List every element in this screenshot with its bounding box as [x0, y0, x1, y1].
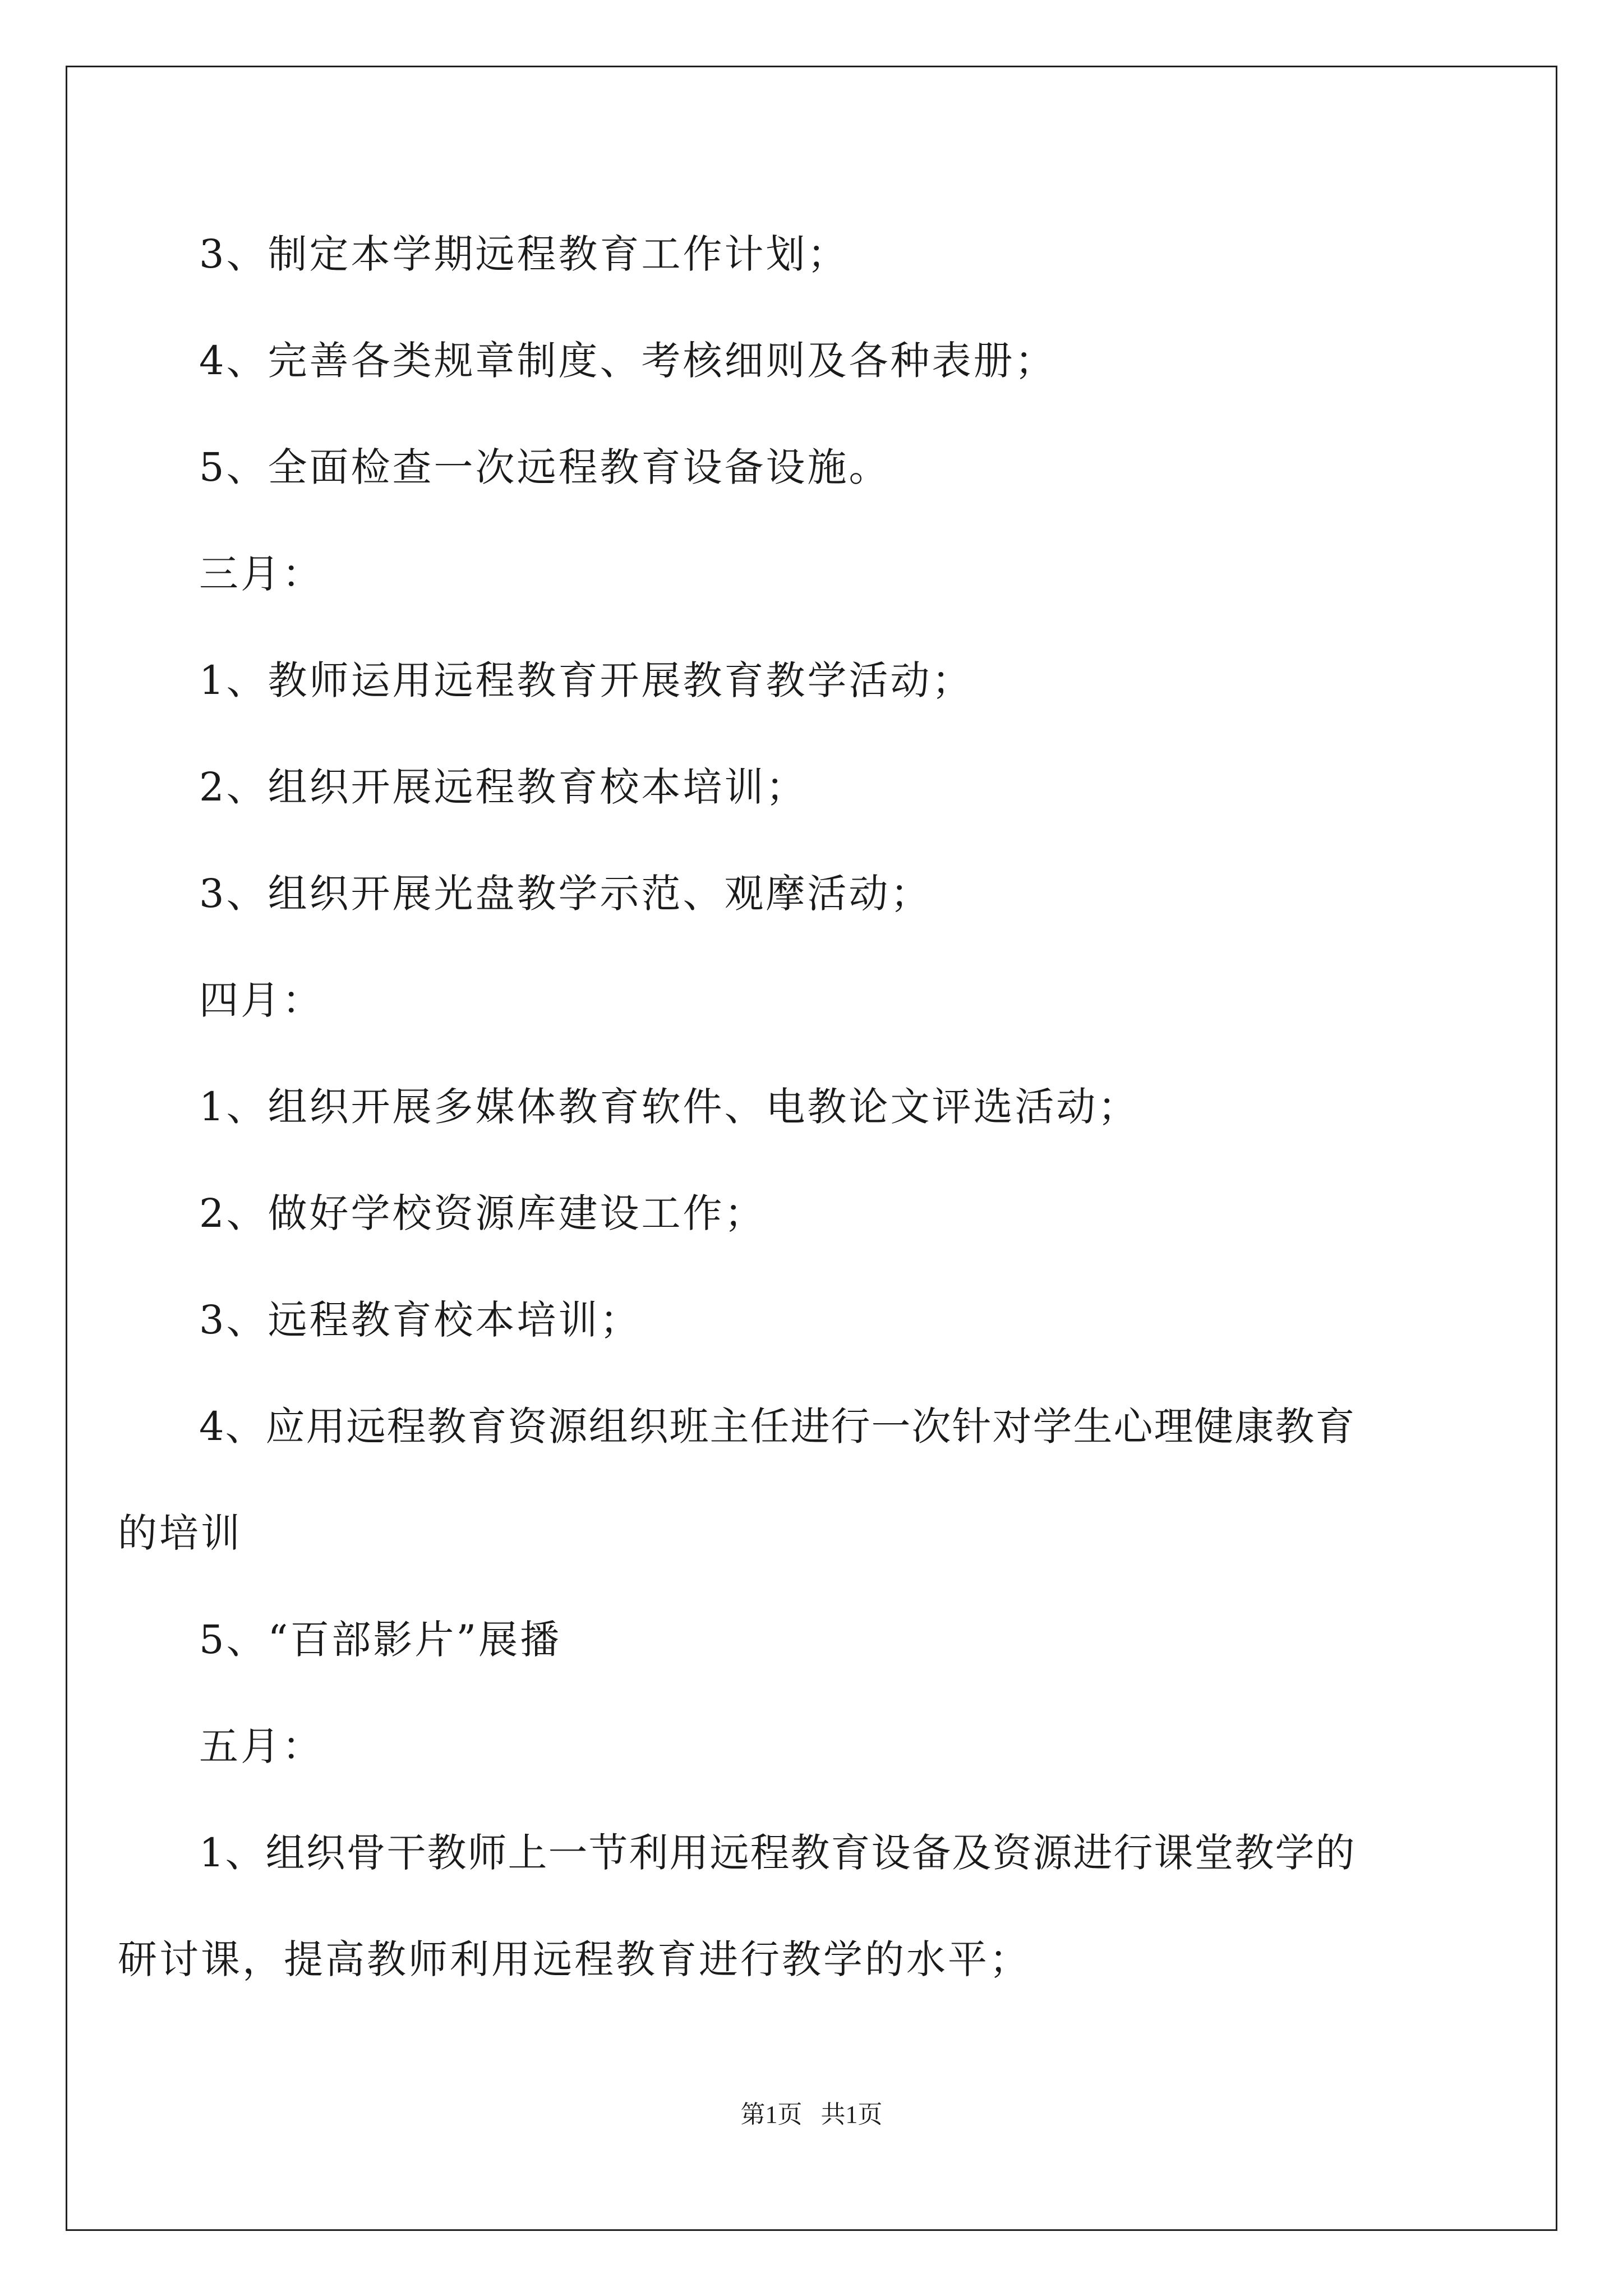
- paragraph-line: 3、组织开展光盘教学示范、观摩活动；: [199, 871, 932, 917]
- paragraph-line: 4、应用远程教育资源组织班主任进行一次针对学生心理健康教育: [199, 1404, 1356, 1450]
- paragraph-line-continuation: 的培训: [118, 1510, 242, 1556]
- paragraph-line: 3、制定本学期远程教育工作计划；: [199, 231, 849, 277]
- paragraph-line: 2、做好学校资源库建设工作；: [199, 1190, 766, 1236]
- page-border: [66, 66, 1557, 2231]
- section-heading-april: 四月：: [199, 977, 324, 1023]
- paragraph-line: 1、组织开展多媒体教育软件、电教论文评选活动；: [199, 1084, 1140, 1130]
- paragraph-line: 4、完善各类规章制度、考核细则及各种表册；: [199, 338, 1057, 384]
- paragraph-line: 1、组织骨干教师上一节利用远程教育设备及资源进行课堂教学的: [199, 1830, 1356, 1876]
- paragraph-line: 3、远程教育校本培训；: [199, 1297, 642, 1343]
- paragraph-line: 2、组织开展远程教育校本培训；: [199, 764, 808, 810]
- paragraph-line-continuation: 研讨课，提高教师利用远程教育进行教学的水平；: [118, 1936, 1031, 1982]
- page-number-footer: 第1页 共1页: [740, 2101, 883, 2128]
- section-heading-march: 三月：: [199, 551, 324, 597]
- paragraph-line: 5、“百部影片”展播: [199, 1617, 562, 1663]
- paragraph-line: 1、教师运用远程教育开展教育教学活动；: [199, 657, 974, 703]
- section-heading-may: 五月：: [199, 1723, 324, 1769]
- paragraph-line: 5、全面检查一次远程教育设备设施。: [199, 444, 891, 490]
